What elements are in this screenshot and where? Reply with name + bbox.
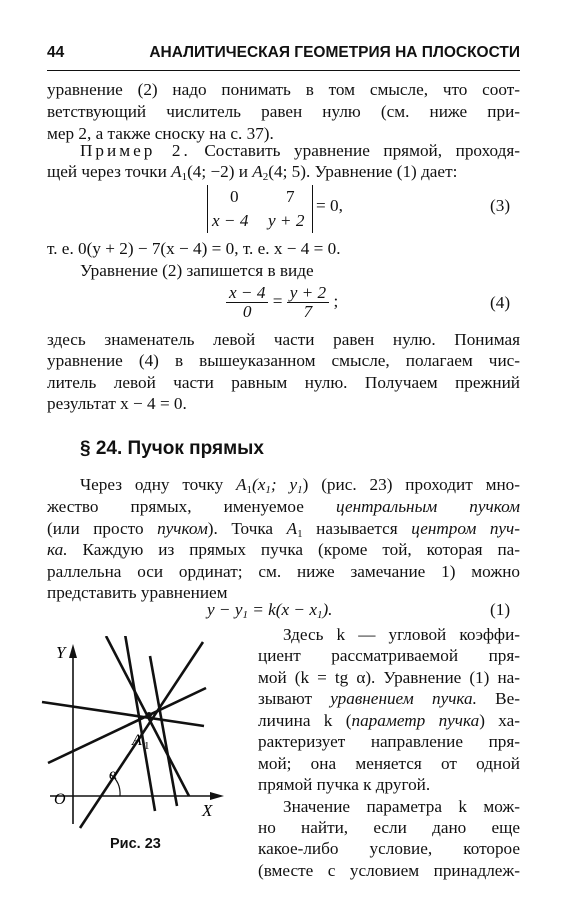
frac-right: $\frac{y + 2}{7}$ <box>287 284 329 321</box>
right-line2: циент рассматриваемой пря- <box>258 646 520 665</box>
det-a21: x − 4 <box>212 211 249 230</box>
para1-line3: мер 2, а также сноску на с. 37). <box>47 124 274 143</box>
section-heading: § 24. Пучок прямых <box>80 438 264 459</box>
pencil-equation: $y - y_1 = k(x - x_1)$. <box>207 600 333 621</box>
pencil-lines <box>42 636 206 828</box>
determinant <box>207 185 313 233</box>
x-axis-arrow <box>210 792 224 800</box>
eq-number-4: (4) <box>490 293 511 312</box>
para3-line4: ка. Каждую из прямых пучка (кроме той, которая па- <box>47 540 520 559</box>
running-title: АНАЛИТИЧЕСКАЯ ГЕОМЕТРИЯ НА ПЛОСКОСТИ <box>149 44 520 61</box>
page-number: 44 <box>47 44 65 61</box>
right-line6: рактеризует направление пря- <box>258 732 520 751</box>
para3-line3: (или просто пучком). Точка $A_1$ называется центром пуч- <box>47 519 520 540</box>
figure-23 <box>40 636 230 836</box>
center-point <box>146 712 152 718</box>
fig-x-label: X <box>202 801 213 820</box>
para3-line5: раллельна оси ординат; см. ниже замечание 1) можно <box>47 562 520 581</box>
para2-line4: результат x − 4 = 0. <box>47 394 187 413</box>
right-line11: какое-либо условие, которое <box>258 839 520 858</box>
fraction-equation: $\frac{x - 4}{0}$ = $\frac{y + 2}{7}$ ; <box>226 284 338 321</box>
right-line1: Здесь k — угловой коэффи- <box>283 625 520 644</box>
para2-line2: уравнение (4) в вышеуказанном смысле, полагаем чис- <box>47 351 520 370</box>
para2-line1: здесь знаменатель левой части равен нулю. Понимая <box>47 330 520 349</box>
right-line8: прямой пучка к другой. <box>258 775 431 794</box>
para3-line1: Через одну точку $A_1(x_1$; $y_1$) (рис. 23) проходит мно- <box>80 475 520 496</box>
fig-point-label: A <box>132 732 142 749</box>
fig-angle-label: α <box>109 766 118 783</box>
det-a12: 7 <box>286 187 295 206</box>
right-line7: мой; она меняется от одной <box>258 754 520 773</box>
para3-line6: представить уравнением <box>47 583 228 602</box>
fig-point-sub: 1 <box>144 740 150 752</box>
figure-caption: Рис. 23 <box>110 836 161 852</box>
det-a11: 0 <box>230 187 239 206</box>
fig-origin-label: O <box>54 791 66 808</box>
right-line3: мой (k = tg α). Уравнение (1) на- <box>258 668 520 687</box>
fig-y-label: Y <box>56 643 66 662</box>
frac-left: $\frac{x - 4}{0}$ <box>226 284 268 321</box>
para2-line3: литель левой части равным нулю. Получаем прежний <box>47 373 520 392</box>
running-header <box>47 44 520 66</box>
header-rule <box>47 70 520 71</box>
right-line4: зывают уравнением пучка. Ве- <box>258 689 520 708</box>
det-rhs: = 0, <box>316 196 343 215</box>
y-axis-arrow <box>69 644 77 658</box>
det-a22: y + 2 <box>268 211 305 230</box>
example-label: Пример 2. <box>80 141 191 160</box>
para1-line1: уравнение (2) надо понимать в том смысле, что соот- <box>47 80 520 99</box>
te-line: т. е. 0(y + 2) − 7(x − 4) = 0, т. е. x − 4 = 0. <box>47 239 341 258</box>
right-line10: но найти, если дано еще <box>258 818 520 837</box>
example2-line1: Пример 2. Составить уравнение прямой, проходя- <box>80 141 520 160</box>
eq2-intro: Уравнение (2) запишется в виде <box>80 261 314 280</box>
para3-line2: жество прямых, именуемое центральным пучком <box>47 497 520 516</box>
right-line12: (вместе с условием принадлеж- <box>258 861 520 880</box>
eq-number-3: (3) <box>490 196 511 215</box>
right-line5: личина k (параметр пучка) ха- <box>258 711 520 730</box>
example2-line2: щей через точки $A_1(4$; −2) и $A_2(4$; 5). Уравнение (1) дает: <box>47 162 458 183</box>
eq-number-1: (1) <box>490 600 511 619</box>
para1-line2: ветствующий числитель равен нулю (см. ниже при- <box>47 102 520 121</box>
right-line9: Значение параметра k мож- <box>283 797 520 816</box>
